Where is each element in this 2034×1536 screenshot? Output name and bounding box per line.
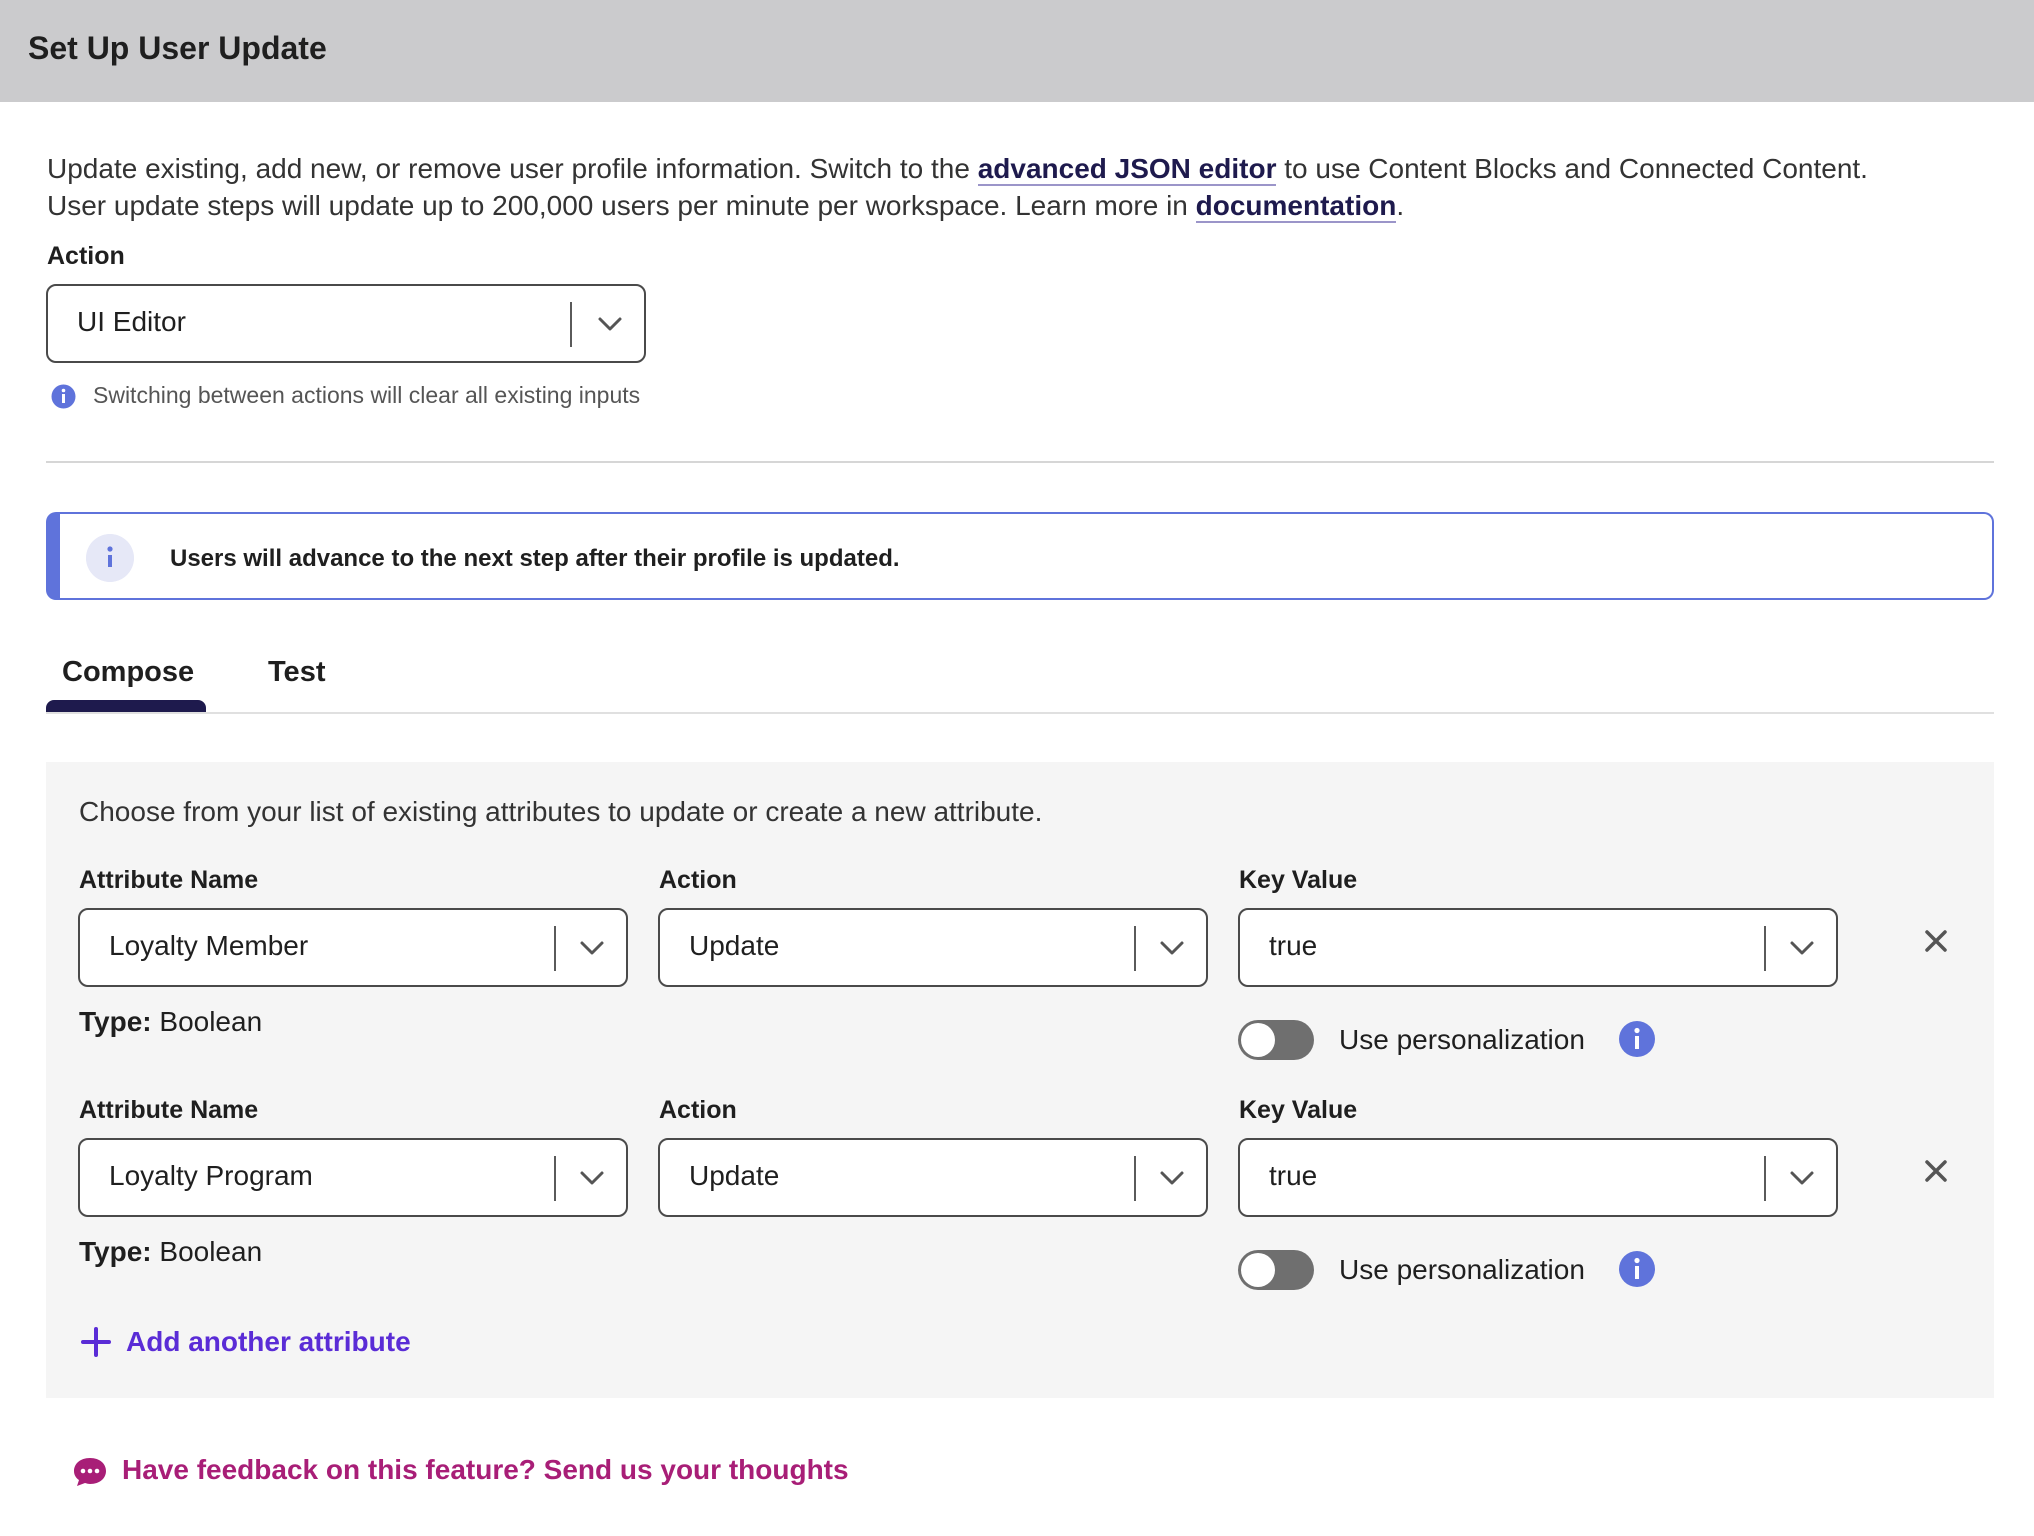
row-action-label: Action <box>659 1096 737 1124</box>
action-hint-text: Switching between actions will clear all existing inputs <box>93 382 641 408</box>
intro-line1-end: to use Content Blocks and Connected Content. <box>1276 153 1868 184</box>
attribute-type <box>79 1236 262 1268</box>
type-value: Boolean <box>159 1236 263 1267</box>
attribute-name-select[interactable] <box>78 908 628 987</box>
attribute-name-label: Attribute Name <box>79 1096 259 1124</box>
chevron-down-icon <box>574 1160 610 1196</box>
select-separator <box>554 926 556 971</box>
attribute-name-label: Attribute Name <box>79 866 259 894</box>
chevron-down-icon <box>1154 1160 1190 1196</box>
type-value: Boolean <box>159 1006 263 1037</box>
chevron-down-icon <box>592 306 628 342</box>
select-separator <box>1764 926 1766 971</box>
select-separator <box>1134 926 1136 971</box>
advanced-json-editor-link[interactable]: advanced JSON editor <box>977 153 1277 184</box>
compose-panel <box>46 762 1994 1398</box>
remove-attribute-close-icon[interactable] <box>1922 927 1950 955</box>
key-value-value: true <box>1269 930 1318 961</box>
attribute-name-value: Loyalty Member <box>109 930 309 961</box>
use-personalization-label: Use personalization <box>1339 1254 1585 1285</box>
add-another-attribute-label: Add another attribute <box>126 1326 411 1357</box>
attribute-action-select[interactable] <box>658 908 1208 987</box>
chevron-down-icon <box>1154 930 1190 966</box>
plus-icon <box>80 1326 112 1358</box>
info-banner-text: Users will advance to the next step after their profile is updated. <box>170 545 900 572</box>
key-value-value: true <box>1269 1160 1318 1191</box>
key-value-label: Key Value <box>1239 1096 1358 1124</box>
toggle-knob <box>1241 1253 1275 1287</box>
tab-compose[interactable]: Compose <box>62 656 195 688</box>
active-tab-indicator <box>46 700 206 712</box>
use-personalization-label: Use personalization <box>1339 1024 1585 1055</box>
feedback-link-text: Have feedback on this feature? Send us your thoughts <box>122 1454 849 1485</box>
action-label: Action <box>47 242 125 270</box>
intro-line1-text: Update existing, add new, or remove user profile information. Switch to the <box>47 153 978 184</box>
personalization-info-icon[interactable] <box>1619 1021 1655 1057</box>
action-select-value: UI Editor <box>77 306 186 337</box>
use-personalization-toggle[interactable] <box>1238 1250 1314 1290</box>
chat-bubble-icon <box>72 1456 108 1488</box>
chevron-down-icon <box>1784 930 1820 966</box>
info-icon <box>86 534 134 582</box>
toggle-knob <box>1241 1023 1275 1057</box>
select-separator <box>1134 1156 1136 1201</box>
select-separator <box>570 302 572 347</box>
action-select[interactable] <box>46 284 646 363</box>
intro-line2-text: User update steps will update up to 200,000 users per minute per workspace. Learn more in <box>47 190 1196 221</box>
chevron-down-icon <box>1784 1160 1820 1196</box>
attribute-action-value: Update <box>689 1160 780 1191</box>
type-label: Type: <box>79 1236 152 1267</box>
attribute-name-select[interactable] <box>78 1138 628 1217</box>
info-icon <box>51 384 76 409</box>
personalization-info-icon[interactable] <box>1619 1251 1655 1287</box>
attribute-action-value: Update <box>689 930 780 961</box>
documentation-link[interactable]: documentation <box>1195 190 1397 221</box>
tab-test[interactable]: Test <box>268 656 326 688</box>
attribute-type <box>79 1006 262 1038</box>
intro-line2-end: . <box>1396 190 1405 221</box>
type-label: Type: <box>79 1006 152 1037</box>
compose-lead-text: Choose from your list of existing attributes to update or create a new attribute. <box>79 796 1043 827</box>
key-value-label: Key Value <box>1239 866 1358 894</box>
attribute-name-value: Loyalty Program <box>109 1160 313 1191</box>
row-action-label: Action <box>659 866 737 894</box>
section-divider <box>46 461 1994 463</box>
key-value-select[interactable] <box>1238 1138 1838 1217</box>
use-personalization-toggle[interactable] <box>1238 1020 1314 1060</box>
chevron-down-icon <box>574 930 610 966</box>
key-value-select[interactable] <box>1238 908 1838 987</box>
info-banner <box>46 512 1994 600</box>
page-title: Set Up User Update <box>28 30 327 66</box>
tabs-baseline <box>46 712 1994 714</box>
remove-attribute-close-icon[interactable] <box>1922 1157 1950 1185</box>
header-bar <box>0 0 2034 102</box>
select-separator <box>554 1156 556 1201</box>
select-separator <box>1764 1156 1766 1201</box>
intro-text <box>47 150 2007 224</box>
attribute-action-select[interactable] <box>658 1138 1208 1217</box>
